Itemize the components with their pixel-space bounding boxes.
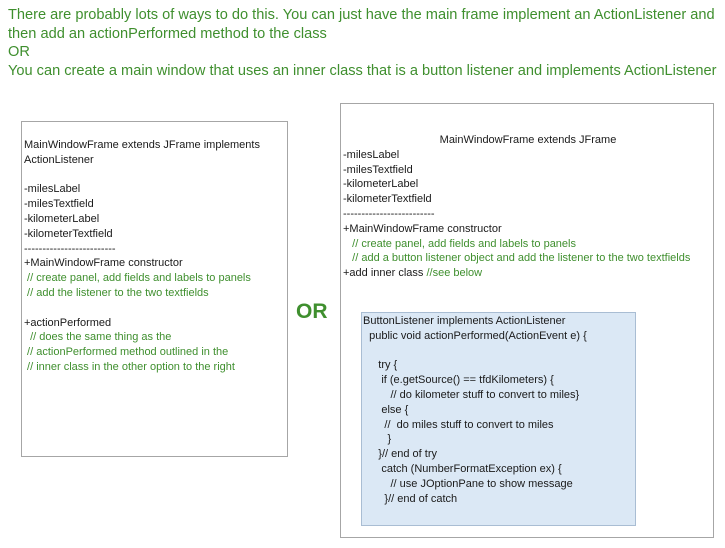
option-one-lines — [24, 138, 260, 375]
code-line: ButtonListener implements ActionListener — [363, 315, 566, 327]
code-line: +MainWindowFrame constructor — [24, 257, 183, 270]
intro-line-3-or: OR — [8, 44, 30, 61]
code-comment-line: // inner class in the other option to the right — [24, 360, 235, 373]
code-line: -milesLabel — [343, 148, 400, 161]
code-line: -milesLabel — [24, 183, 81, 196]
code-line: +MainWindowFrame constructor — [343, 222, 502, 235]
code-line: ActionListener — [24, 153, 94, 166]
intro-line-2: then add an actionPerformed method to the class — [8, 25, 327, 42]
button-listener-code-lines — [363, 314, 587, 506]
code-line — [363, 344, 587, 359]
code-comment-line: // does the same thing as the — [24, 331, 172, 344]
code-line: ------------------------- — [343, 207, 435, 220]
code-line: }// end of try — [363, 448, 437, 461]
button-listener-inner-class-box — [361, 312, 636, 526]
code-comment-line: // actionPerformed method outlined in the — [24, 346, 229, 359]
code-line: // do miles stuff to convert to miles — [363, 418, 554, 431]
code-line: -kilometerLabel — [343, 178, 419, 191]
code-line: -kilometerLabel — [24, 212, 100, 225]
code-line: -kilometerTextfield — [343, 193, 432, 206]
code-line — [343, 133, 713, 148]
code-line: if (e.getSource() == tfdKilometers) { — [363, 374, 554, 387]
code-line: -kilometerTextfield — [24, 227, 113, 240]
code-line — [24, 168, 260, 183]
code-line: try { — [363, 359, 398, 372]
code-line: MainWindowFrame extends JFrame implements — [24, 139, 260, 151]
code-line: // use JOptionPane to show message — [363, 477, 573, 490]
code-comment-line: // add a button listener object and add the listener to the two textfields — [343, 252, 691, 265]
intro-line-4: You can create a main window that uses an inner class that is a button listener and implements ActionListener — [8, 62, 717, 79]
option-one-class-box — [21, 121, 288, 457]
code-line: } — [363, 433, 392, 446]
inner-class-line — [343, 266, 713, 281]
code-line: +actionPerformed — [24, 316, 112, 329]
code-line: catch (NumberFormatException ex) { — [363, 462, 562, 475]
intro-line-1: There are probably lots of ways to do this. You can just have the main frame implement an ActionListener and — [8, 7, 715, 23]
inner-class-comment: //see below — [426, 267, 483, 280]
code-line: // do kilometer stuff to convert to miles} — [363, 388, 580, 401]
code-line: public void actionPerformed(ActionEvent e) { — [363, 329, 587, 342]
code-line: else { — [363, 403, 409, 416]
option-two-member-lines — [343, 133, 713, 266]
code-comment-line: // add the listener to the two textfields — [24, 286, 209, 299]
code-line: -milesTextfield — [343, 163, 413, 176]
option-two-lines — [343, 133, 713, 281]
or-separator-label: OR — [296, 300, 328, 323]
intro-text — [8, 6, 720, 80]
code-line — [24, 301, 260, 316]
code-line: }// end of catch — [363, 492, 458, 505]
code-comment-line: // create panel, add fields and labels to panels — [24, 272, 251, 285]
code-comment-line: // create panel, add fields and labels to panels — [343, 237, 576, 250]
inner-class-text: +add inner class — [343, 267, 427, 280]
option-two-title: MainWindowFrame extends JFrame — [439, 134, 617, 146]
code-line: -milesTextfield — [24, 198, 94, 211]
code-line: ------------------------- — [24, 242, 116, 255]
